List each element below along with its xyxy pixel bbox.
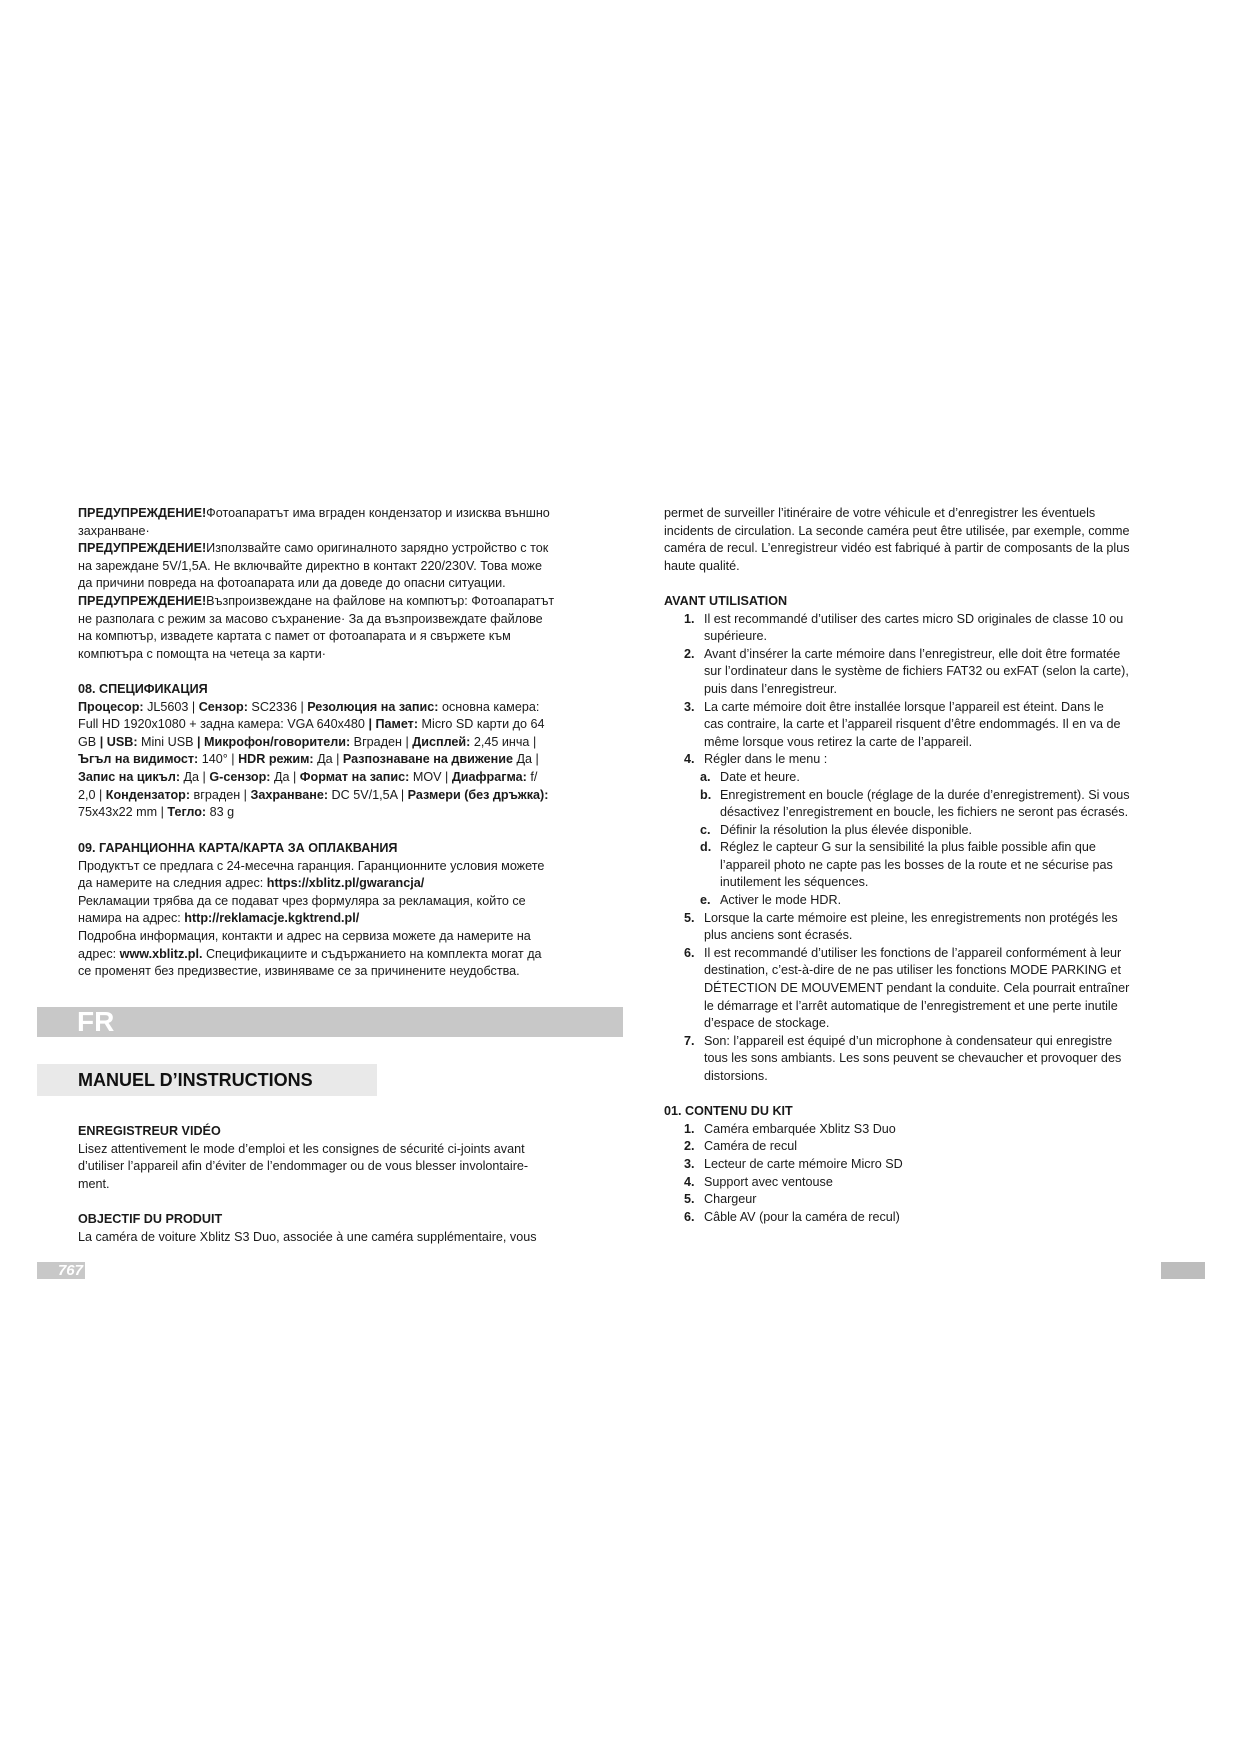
text-run: Да | [512,752,539,767]
text-run: GB [78,734,100,749]
warning-line [78,540,598,558]
item-text: supérieure. [704,629,768,644]
text-run: Да | [180,769,210,784]
text-run: Micro SD карти до 64 [418,717,545,732]
warning-line [78,646,598,664]
warning-label: ПРЕДУПРЕЖДЕНИЕ! [78,506,207,520]
item-text: Lecteur de carte mémoire Micro SD [704,1156,903,1171]
text-run: 2,45 инча | [470,734,537,749]
warranty-heading: 09. ГАРАНЦИОННА КАРТА/КАРТА ЗА ОПЛАКВАНИЯ [78,841,398,855]
sub-list-item [664,892,1174,910]
bold-term: Дисплей: [412,734,471,749]
language-banner: FR [37,1007,623,1037]
bg-warranty-section [78,840,598,981]
text-run: JL5603 | [143,699,199,714]
item-text: Avant d’insérer la carte mémoire dans l’enregistreur, elle doit être formatée [704,646,1121,661]
recorder-heading: ENREGISTREUR VIDÉO [78,1124,221,1138]
warning-label: ПРЕДУПРЕЖДЕНИЕ! [78,593,207,608]
warning-line [78,593,598,611]
sub-list-item [664,787,1174,822]
text-line [78,858,598,876]
warning-text: Фотоапаратът има вграден кондензатор и изисква външно [206,506,550,520]
item-text: d’espace de stockage. [704,1016,830,1031]
text-line [78,734,598,752]
list-item [664,1121,1174,1139]
list-item [664,1209,1174,1227]
text-run: Вграден | [350,734,413,749]
list-item [664,1174,1174,1192]
item-text: Il est recommandé d’utiliser les fonctions de l’appareil conformément à leur [704,945,1122,960]
list-item [664,611,1174,646]
warning-text: да причини повреда на фотоапарата или да доведе до опасни ситуации. [78,576,506,591]
text-run: Full HD 1920x1080 + задна камера: VGA 640x480 [78,717,369,732]
item-number: 5. [684,910,695,925]
list-item [664,646,1174,699]
item-text: DÉTECTION DE MOUVEMENT pendant la conduite. Cela pourrait entraîner [704,981,1130,996]
bold-term: | USB: [99,734,138,749]
list-item [664,1138,1174,1156]
text-run: SC2336 | [247,699,308,714]
item-text: tous les sons ambiants. Les sons peuvent se chevaucher et provoquer des [704,1051,1122,1066]
text-line [78,716,598,734]
warning-text: на зареждане 5V/1,5A. Не включвайте директно в контакт 220/230V. Това може [78,558,542,573]
bold-term: Формат на запис: [299,769,410,784]
bold-term: Сензор: [198,699,248,714]
text-run: MOV | [409,769,452,784]
text-run: адрес: [78,946,120,961]
warning-text: захранване· [78,523,150,538]
item-text: Son: l’appareil est équipé d’un microphone à condensateur qui enregistre [704,1033,1113,1048]
bold-term: Размери (без дръжка): [407,787,549,802]
sub-item-text: l’appareil photo ne capte pas les bosses de la route et ne sécurise pas [720,857,1113,872]
warning-line [78,575,598,593]
item-number: 1. [684,611,695,626]
spec-heading: 08. СПЕЦИФИКАЦИЯ [78,682,208,696]
item-number: 2. [684,646,695,661]
text-line [78,928,598,946]
text-line: incidents de circulation. La seconde caméra peut être utilisée, par exemple, comme [664,523,1130,538]
text-run: Рекламации трябва да се подават чрез формуляра за рекламация, който се [78,893,526,908]
warning-line [78,611,598,629]
text-run: 2,0 | [78,787,106,802]
text-line [78,804,598,822]
item-number: 3. [684,699,695,714]
item-text: puis dans l’enregistreur. [704,681,838,696]
warning-line [78,523,598,541]
item-number: 7. [684,1033,695,1048]
sub-item-text: Définir la résolution la plus élevée disponible. [720,822,973,837]
item-text: destination, c’est-à-dire de ne pas utiliser les fonctions MODE PARKING et [704,963,1121,978]
bold-term: Диафрагма: [451,769,527,784]
text-run: Спецификациите и съдържанието на комплекта могат да [202,946,542,961]
text-run: да намерите на следния адрес: [78,876,267,891]
warning-line [78,628,598,646]
list-item [664,699,1174,752]
text-line: La caméra de voiture Xblitz S3 Duo, associée à une caméra supplémentaire, vous [78,1229,537,1244]
list-item [664,910,1174,945]
sub-list-item [664,839,1174,892]
item-text: Caméra embarquée Xblitz S3 Duo [704,1121,896,1136]
page-edge-tab [1161,1262,1205,1279]
bold-term: https://xblitz.pl/gwarancja/ [266,876,425,891]
text-line: d’utiliser l’appareil afin d’éviter de l’endommager ou de vous blesser involontaire- [78,1159,529,1174]
text-run: DC 5V/1,5A | [328,787,408,802]
item-text: cas contraire, la carte et l’appareil risquent d’être endommagés. Il en va de [704,717,1121,732]
text-line [78,699,598,717]
text-line: Lisez attentivement le mode d’emploi et les consignes de sécurité ci-joints avant [78,1141,525,1156]
text-line: permet de surveiller l’itinéraire de votre véhicule et d’enregistrer les éventuels [664,506,1096,520]
text-run: намира на адрес: [78,911,185,926]
intro-body [664,505,1174,575]
text-line [78,963,598,981]
list-item [664,1191,1174,1209]
text-run: f/ [526,769,538,784]
bold-term: | Микрофон/говорители: [197,734,351,749]
sub-item-text: Enregistrement en boucle (réglage de la durée d’enregistrement). Si vous [720,787,1130,802]
warranty-body [78,858,598,981]
text-line [78,787,598,805]
bold-term: | Памет: [368,717,419,732]
item-number: 1. [684,1121,695,1136]
bold-term: Запис на цикъл: [78,769,181,784]
text-run: Продуктът се предлага с 24-месечна гаранция. Гаранционните условия можете [78,858,545,873]
item-number: 6. [684,1209,695,1224]
warning-line [78,505,598,523]
item-text: Câble AV (pour la caméra de recul) [704,1209,900,1224]
before-list [664,611,1174,1086]
item-text: La carte mémoire doit être installée lorsque l’appareil est éteint. Dans le [704,699,1104,714]
before-heading: AVANT UTILISATION [664,593,788,608]
bold-term: G-сензор: [209,769,271,784]
sub-item-text: Date et heure. [720,769,800,784]
text-line [78,875,598,893]
text-line: ment. [78,1176,110,1191]
item-text: Il est recommandé d’utiliser des cartes micro SD originales de classe 10 ou [704,611,1124,626]
page-number: 767 [37,1262,85,1279]
item-text: Lorsque la carte mémoire est pleine, les enregistrements non protégés les [704,910,1118,925]
contents-list [664,1121,1174,1227]
item-text: plus anciens sont écrasés. [704,928,853,943]
item-number: 4. [684,1174,695,1189]
bg-warnings [78,505,598,663]
text-line [78,910,598,928]
fr-right-section [664,505,1174,1226]
objective-body [78,1229,598,1247]
sub-item-letter: e. [700,893,711,908]
bold-term: Захранване: [250,787,329,802]
sub-list [664,769,1174,910]
warning-label: ПРЕДУПРЕЖДЕНИЕ! [78,541,207,556]
sub-list-item [664,822,1174,840]
warning-text: компютъра с помощта на четеца за карти· [78,646,326,661]
item-text: le démarrage et l’arrêt automatique de l’enregistrement et une perte inutile [704,998,1118,1013]
sub-item-letter: a. [700,769,711,784]
spec-body [78,699,598,822]
bold-term: HDR режим: [238,752,314,767]
item-text: Chargeur [704,1192,757,1207]
list-item [664,945,1174,1033]
text-run: 140° | [198,752,239,767]
list-item [664,751,1174,909]
text-line: haute qualité. [664,558,740,573]
bold-term: Разпознаване на движение [342,752,513,767]
bold-term: www.xblitz.pl. [119,946,203,961]
sub-item-text: Activer le mode HDR. [720,893,842,908]
bold-term: Тегло: [167,805,207,820]
contents-heading: 01. CONTENU DU KIT [664,1104,793,1119]
bold-term: Резолюция на запис: [307,699,439,714]
objective-heading: OBJECTIF DU PRODUIT [78,1211,223,1226]
sub-item-text: Réglez le capteur G sur la sensibilité la plus faible possible afin que [720,840,1096,855]
manual-title: MANUEL D’INSTRUCTIONS [37,1064,377,1096]
fr-left-section [78,1123,598,1246]
text-run: вграден | [190,787,251,802]
item-number: 3. [684,1156,695,1171]
text-run: Mini USB [137,734,197,749]
item-number: 6. [684,945,695,960]
bold-term: Процесор: [78,699,144,714]
item-text: sur l’ordinateur dans le système de fichiers FAT32 ou exFAT (selon la carte), [704,664,1129,679]
bold-term: Ъгъл на видимост: [78,752,199,767]
sub-item-letter: c. [700,822,711,837]
item-text: Régler dans le menu : [704,752,828,767]
warning-text: Възпроизвеждане на файлове на компютър: Фотоапаратът [206,593,555,608]
sub-list-item [664,769,1174,787]
text-line: caméra de recul. L’enregistreur vidéo est fabriqué à partir de composants de la plus [664,541,1130,556]
sub-item-letter: d. [700,840,712,855]
item-text: distorsions. [704,1069,768,1083]
text-line [78,769,598,787]
warning-text: на компютър, извадете картата с памет от фотоапарата и я свържете към [78,629,511,644]
sub-item-text: inutilement les séquences. [720,875,869,890]
bold-term: http://reklamacje.kgktrend.pl/ [184,911,360,926]
item-text: Caméra de recul [704,1139,798,1154]
sub-item-text: désactivez l’enregistrement en boucle, les fichiers ne seront pas écrasés. [720,805,1129,820]
item-number: 5. [684,1192,695,1207]
text-run: 83 g [206,805,235,820]
text-line [78,893,598,911]
item-text: même lorsque vous retirez la carte de l’appareil. [704,734,973,749]
bg-spec-section [78,681,598,822]
text-run: Подробна информация, контакти и адрес на сервиза можете да намерите на [78,928,531,943]
warning-line [78,558,598,576]
warning-text: не разполага с режим за масово съхранение· За да възпроизвеждате файлове [78,611,543,626]
text-run: Да | [313,752,343,767]
item-number: 4. [684,752,695,767]
bold-term: Кондензатор: [105,787,191,802]
item-text: Support avec ventouse [704,1174,833,1189]
text-run: 75x43x22 mm | [78,805,168,820]
recorder-body [78,1141,598,1194]
text-run: основна камера: [438,699,540,714]
sub-item-letter: b. [700,787,712,802]
text-line [78,946,598,964]
list-item [664,1156,1174,1174]
text-run: Да | [270,769,300,784]
text-line [78,751,598,769]
text-run: се променят без предизвестие, извиняваме се за причинените неудобства. [78,964,520,979]
list-item [664,1033,1174,1086]
warning-text: Използвайте само оригиналното зарядно устройство с ток [206,541,549,556]
item-number: 2. [684,1139,695,1154]
